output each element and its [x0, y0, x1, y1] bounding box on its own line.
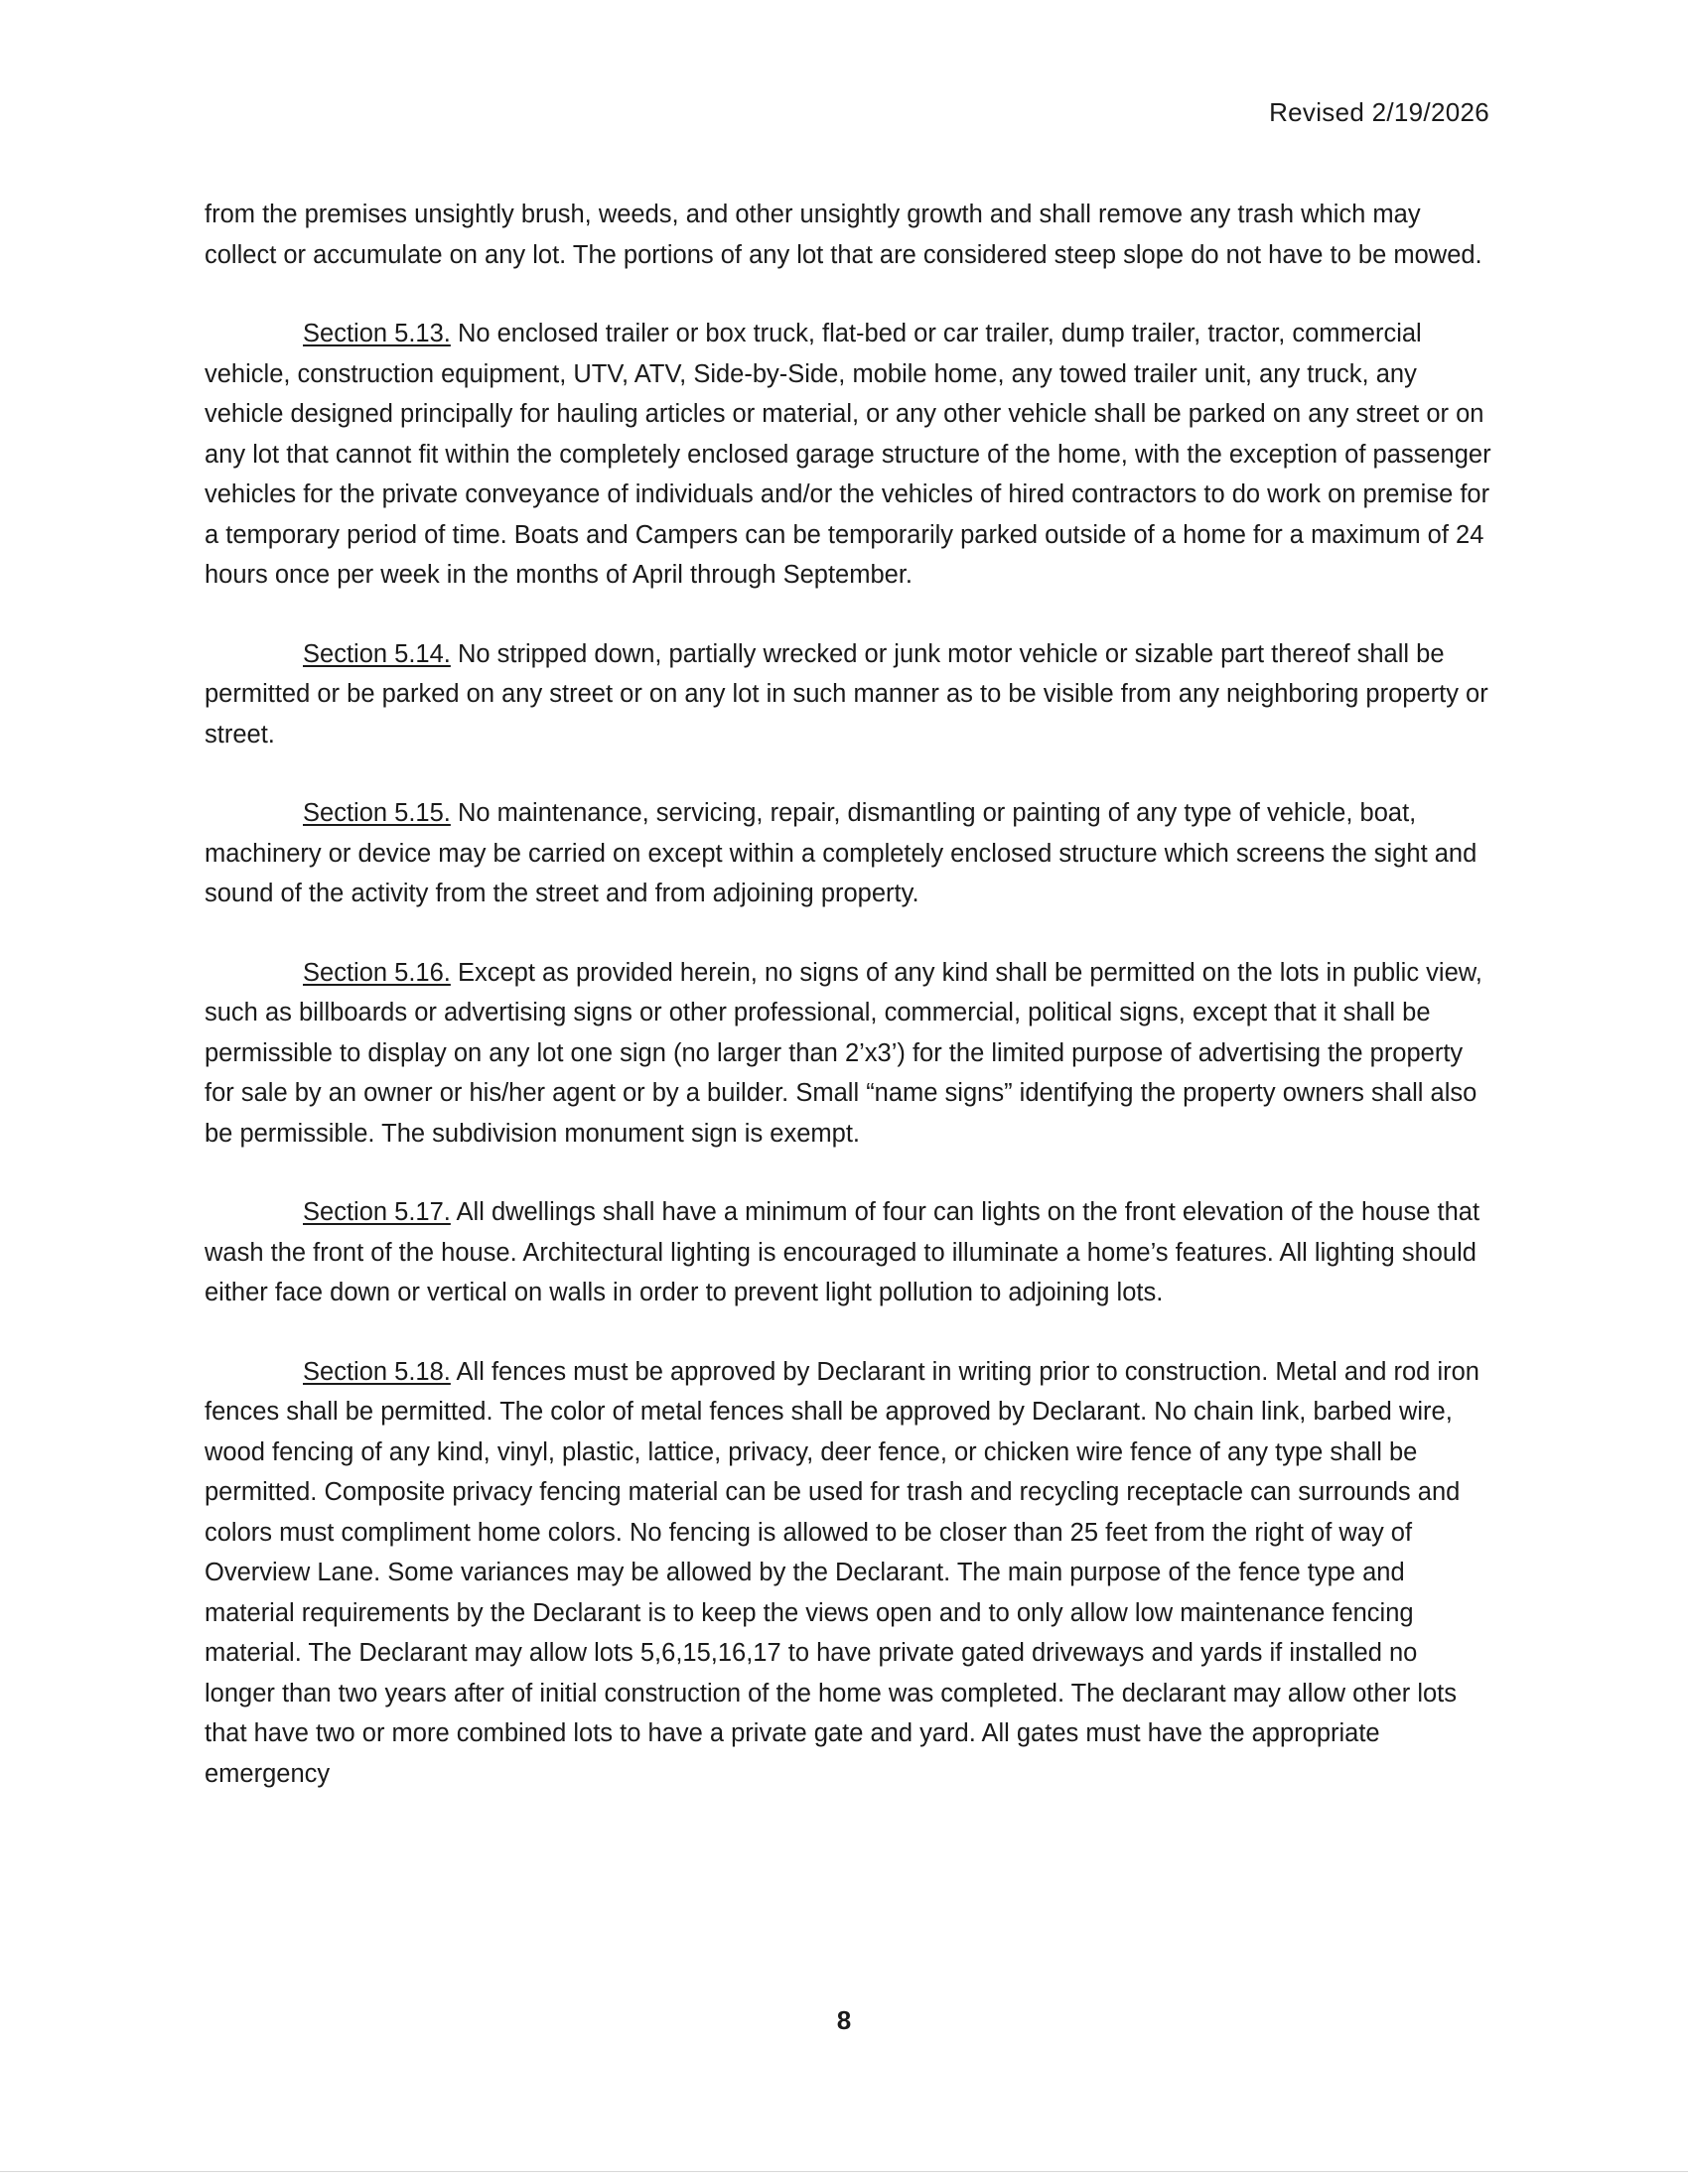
section-text: All dwellings shall have a minimum of four can lights on the front elevation of the house that wash the front of the house. Architectural lighting is encouraged to illuminate a home’s features. All lighting should either face down or vertical on walls in order to prevent light pollution to adjoining lots. — [205, 1198, 1480, 1306]
section-text: No stripped down, partially wrecked or junk motor vehicle or sizable part thereof shall be permitted or be parked on any street or on any lot in such manner as to be visible from any neighboring property or street. — [205, 639, 1488, 749]
page-number: 8 — [836, 2005, 852, 2035]
section-label: Section 5.16. — [303, 958, 451, 987]
section-label: Section 5.17. — [303, 1198, 451, 1226]
section-label: Section 5.15. — [303, 799, 451, 827]
section-label: Section 5.14. — [303, 639, 451, 668]
section-label: Section 5.18. — [303, 1357, 451, 1386]
section-5-17 — [205, 1192, 1491, 1313]
scan-edge-divider — [0, 2171, 1688, 2172]
section-5-16 — [205, 953, 1491, 1155]
section-5-14 — [205, 634, 1491, 755]
revised-date: Revised 2/19/2026 — [1269, 97, 1489, 127]
section-text: Except as provided herein, no signs of any kind shall be permitted on the lots in public view, such as billboards or advertising signs or other professional, commercial, political signs, except that it shall be permissible to display on any lot one sign (no larger than 2’x3’) for the limited purpose of advertising the property for sale by an owner or his/her agent or by a builder. Small “name signs” identifying the property owners shall also be permissible. The subdivision monument sign is exempt. — [205, 958, 1482, 1148]
section-label: Section 5.13. — [303, 320, 451, 347]
section-text: No maintenance, servicing, repair, dismantling or painting of any type of vehicle, boat, machinery or device may be carried on except within a completely enclosed structure which screens the sight and sound of the activity from the street and from adjoining property. — [205, 799, 1477, 907]
section-5-15 — [205, 793, 1491, 914]
section-5-18 — [205, 1352, 1491, 1795]
document-body — [205, 195, 1491, 1833]
section-text: No enclosed trailer or box truck, flat-bed or car trailer, dump trailer, tractor, commercial vehicle, construction equipment, UTV, ATV, Side-by-Side, mobile home, any towed trailer unit, any truck, any vehicle designed principally for hauling articles or material, or any other vehicle shall be parked on any street or on any lot that cannot fit within the completely enclosed garage structure of the home, with the exception of passenger vehicles for the private conveyance of individuals and/or the vehicles of hired contractors to do work on premise for a temporary period of time. Boats and Campers can be temporarily parked outside of a home for a maximum of 24 hours once per week in the months of April through September. — [205, 320, 1491, 589]
section-text: All fences must be approved by Declarant in writing prior to construction. Metal and rod iron fences shall be permitted. The color of metal fences shall be approved by Declarant. No chain link, barbed wire, wood fencing of any kind, vinyl, plastic, lattice, privacy, deer fence, or chicken wire fence of any type shall be permitted. Composite privacy fencing material can be used for trash and recycling receptacle can surrounds and colors must compliment home colors. No fencing is allowed to be closer than 25 feet from the right of way of Overview Lane. Some variances may be allowed by the Declarant. The main purpose of the fence type and material requirements by the Declarant is to keep the views open and to only allow low maintenance fencing material. The Declarant may allow lots 5,6,15,16,17 to have private gated driveways and yards if installed no longer than two years after of initial construction of the home was completed. The declarant may allow other lots that have two or more combined lots to have a private gate and yard. All gates must have the appropriate emergency — [205, 1357, 1479, 1788]
intro-paragraph: from the premises unsightly brush, weeds, and other unsightly growth and shall remove any trash which may collect or accumulate on any lot. The portions of any lot that are considered steep slope do not have to be mowed. — [205, 201, 1482, 269]
section-5-13 — [205, 314, 1491, 596]
